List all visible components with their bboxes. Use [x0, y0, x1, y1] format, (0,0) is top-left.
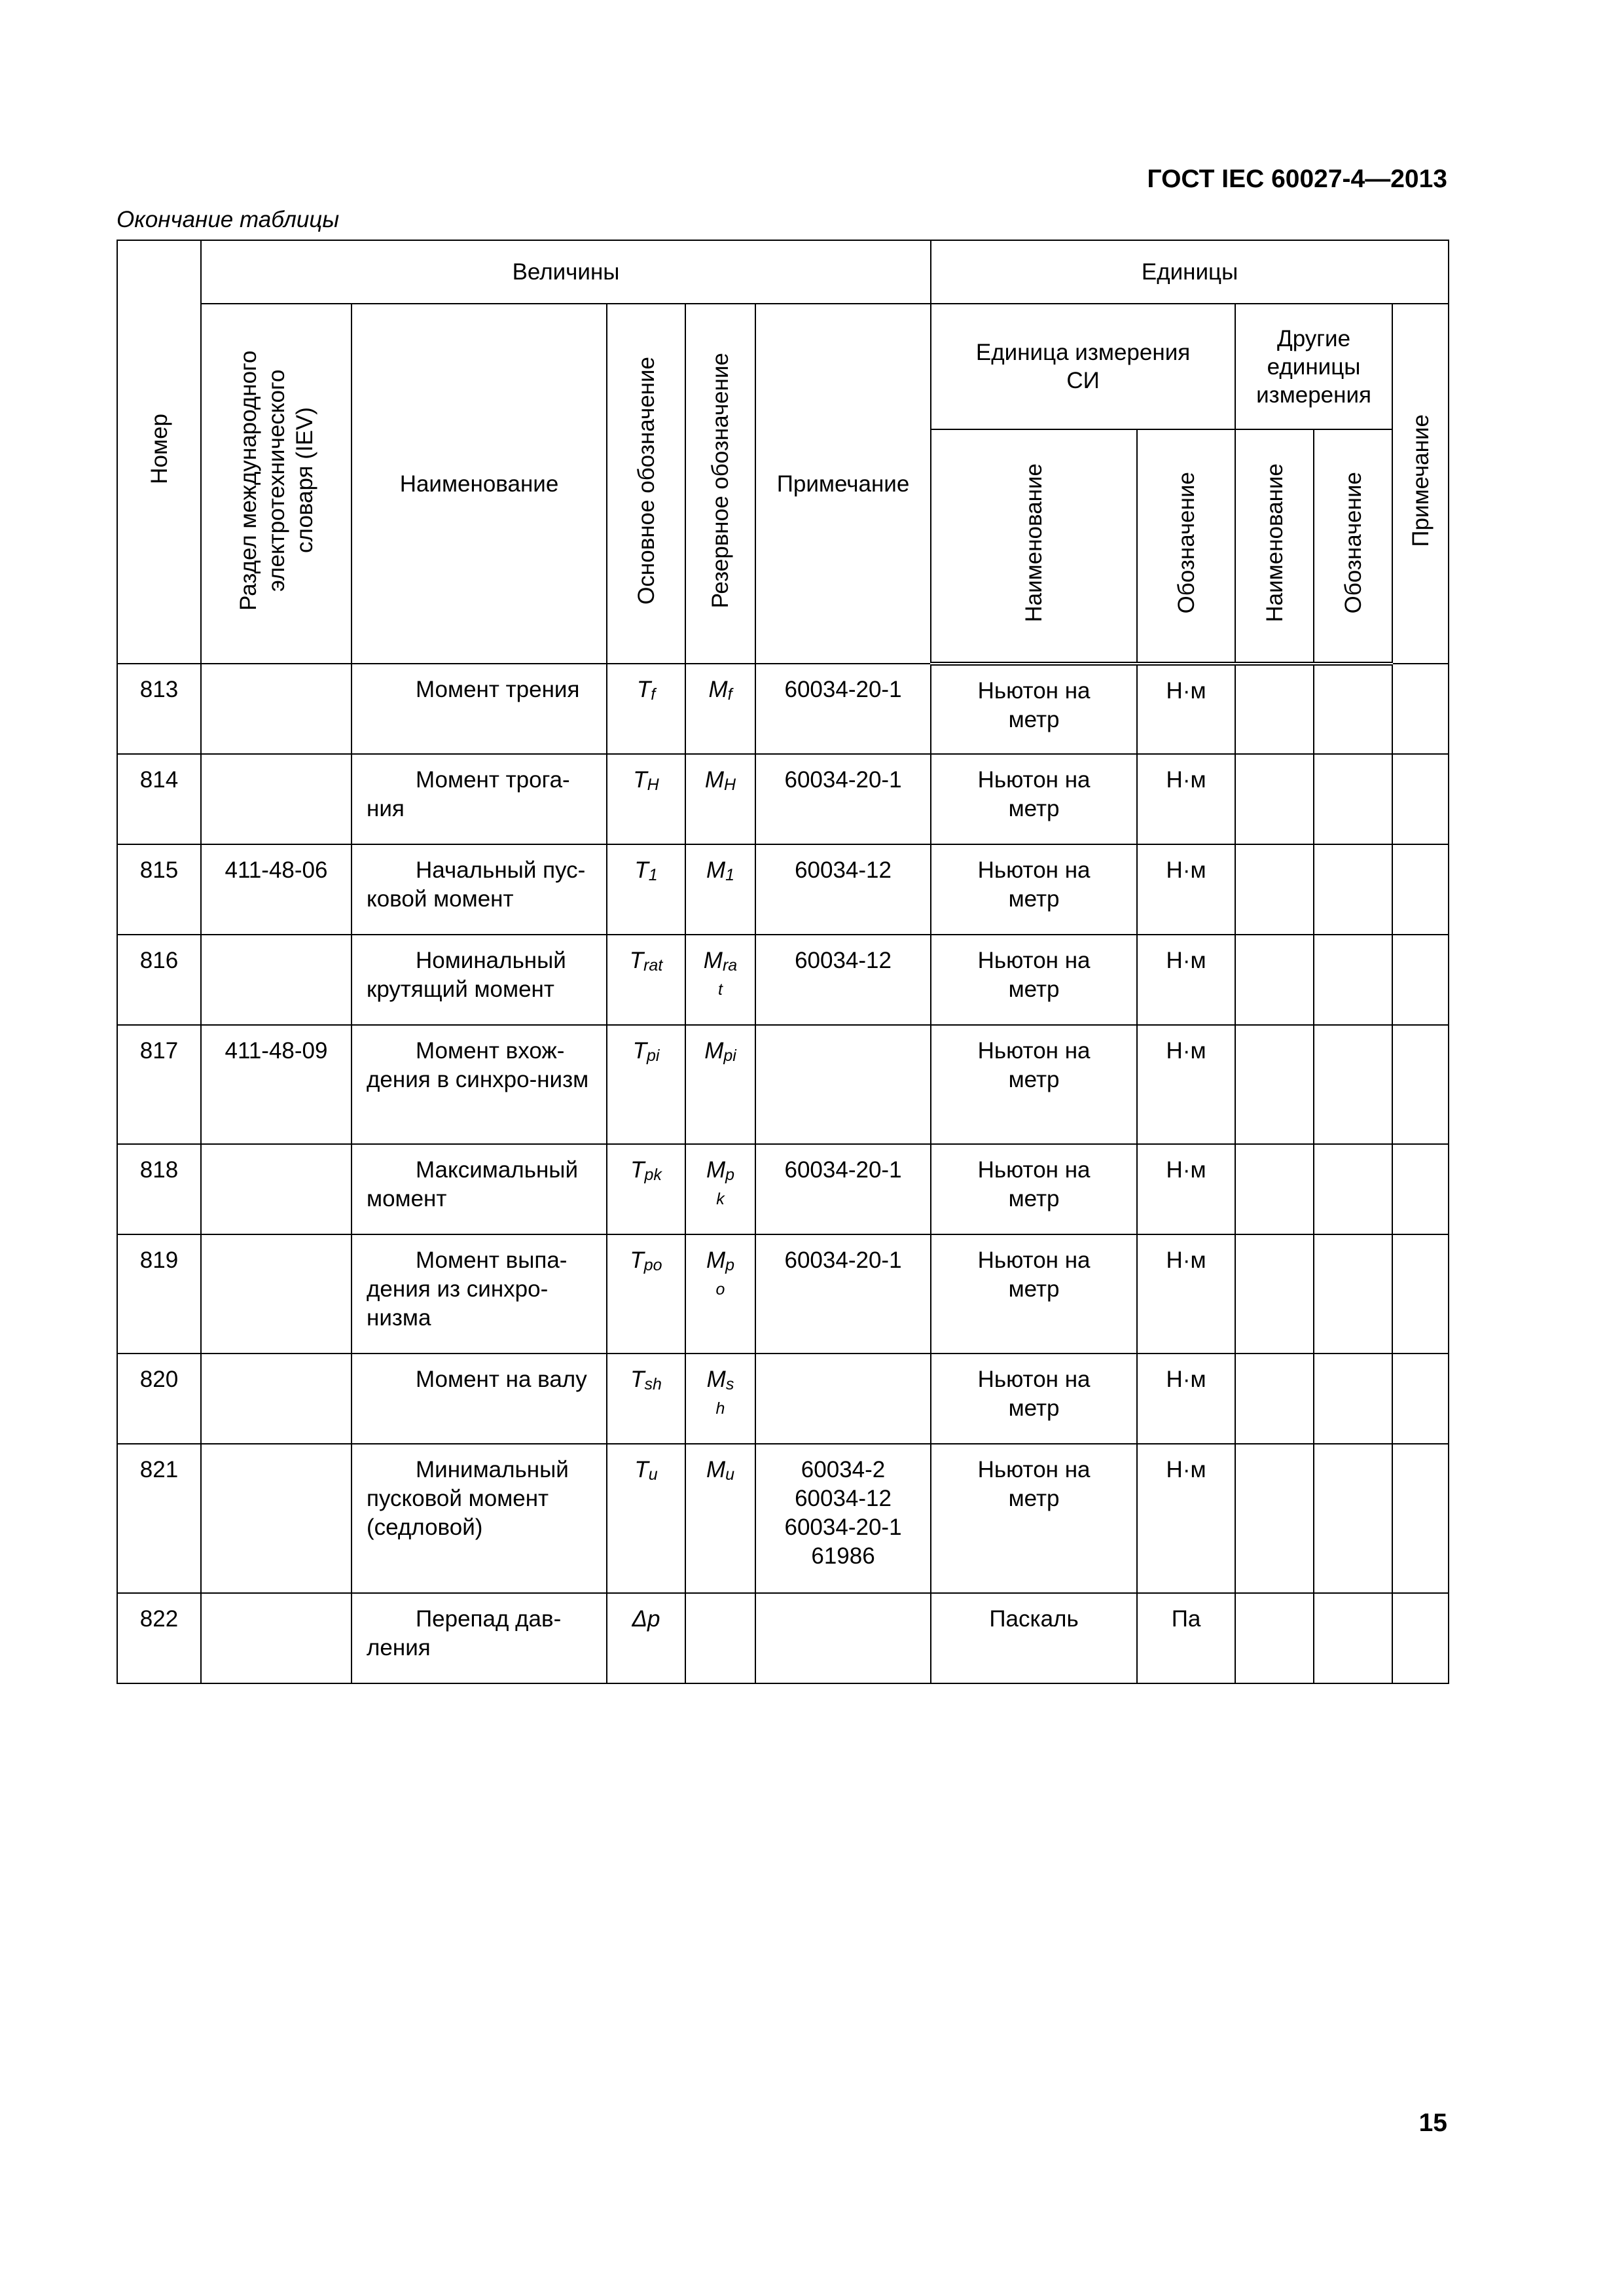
main-symbol-base: T: [636, 677, 651, 702]
row-main-symbol-cell: [607, 844, 685, 935]
reserve-symbol-subscript: f: [727, 685, 732, 704]
row-other-unit-symbol-cell: [1314, 844, 1392, 935]
row-name-cell: Момент трения: [352, 664, 607, 754]
row-other-unit-name-cell: [1235, 935, 1314, 1025]
row-iev-cell: [201, 754, 352, 844]
row-name-cell: Момент вхож-дения в синхро-низм: [352, 1025, 607, 1144]
reserve-symbol-subscript: pi: [723, 1047, 736, 1065]
reserve-symbol-base: M: [706, 1367, 726, 1392]
row-iev-cell: 411-48-06: [201, 844, 352, 935]
header-name: Наименование: [352, 304, 607, 664]
row-other-unit-symbol-cell: [1314, 754, 1392, 844]
row-other-unit-name-cell: [1235, 1234, 1314, 1354]
header-note: Примечание: [755, 304, 931, 664]
header-quantities: Величины: [201, 240, 931, 304]
table-row: [117, 664, 1449, 754]
row-note-cell: [755, 1144, 931, 1234]
row-reserve-symbol-cell: [685, 1144, 755, 1234]
main-symbol-subscript: f: [651, 685, 656, 704]
row-name-cell: Минимальный пусковой момент (седловой): [352, 1444, 607, 1593]
main-symbol-base: T: [633, 767, 647, 793]
main-symbol-subscript: 1: [648, 866, 658, 884]
page-number: 15: [1418, 2109, 1447, 2137]
row-other-unit-name-cell: [1235, 1025, 1314, 1144]
reserve-symbol-subscript-wrap: o: [715, 1280, 725, 1299]
row-name-cell: Максимальный момент: [352, 1144, 607, 1234]
row-iev-cell: [201, 1444, 352, 1593]
header-si-symbol: Обозначение: [1137, 429, 1235, 664]
reserve-symbol-subscript: p: [725, 1256, 735, 1274]
table-row: [117, 1444, 1449, 1593]
row-si-unit-symbol-cell: Н·м: [1137, 1354, 1235, 1444]
row-note-cell: [755, 844, 931, 935]
row-number-cell: 818: [117, 1144, 201, 1234]
row-si-unit-symbol-cell: Н·м: [1137, 844, 1235, 935]
row-other-unit-symbol-cell: [1314, 1234, 1392, 1354]
note-reference: 60034-20-1: [784, 1157, 902, 1183]
row-si-unit-symbol-cell: Н·м: [1137, 1444, 1235, 1593]
header-units-note: Примечание: [1392, 304, 1449, 664]
row-si-unit-name-cell: Паскаль: [931, 1593, 1137, 1683]
row-note-cell: [755, 1354, 931, 1444]
row-other-unit-symbol-cell: [1314, 935, 1392, 1025]
document-header: ГОСТ IEC 60027-4—2013: [1147, 165, 1447, 193]
row-number-cell: 822: [117, 1593, 201, 1683]
reserve-symbol-base: M: [704, 767, 725, 793]
row-units-note-cell: [1392, 664, 1449, 754]
reserve-symbol-subscript-wrap: k: [716, 1190, 725, 1208]
row-si-unit-name-cell: Ньютон на метр: [931, 754, 1137, 844]
note-reference: 60034-20-1: [784, 1515, 902, 1540]
row-note-cell: [755, 1025, 931, 1144]
row-units-note-cell: [1392, 754, 1449, 844]
row-main-symbol-cell: [607, 1234, 685, 1354]
main-symbol-base: T: [630, 1157, 645, 1183]
header-other-symbol: Обозначение: [1314, 429, 1392, 664]
reserve-symbol-subscript: 1: [725, 866, 735, 884]
row-units-note-cell: [1392, 844, 1449, 935]
reserve-symbol-base: M: [708, 677, 728, 702]
row-si-unit-name-cell: Ньютон на метр: [931, 1025, 1137, 1144]
row-other-unit-name-cell: [1235, 1144, 1314, 1234]
reserve-symbol-subscript: p: [725, 1166, 735, 1184]
row-si-unit-symbol-cell: Н·м: [1137, 1234, 1235, 1354]
table-row: [117, 1354, 1449, 1444]
row-note-cell: [755, 754, 931, 844]
reserve-symbol-subscript: s: [725, 1375, 734, 1393]
header-reserve-symbol: Резервное обозначение: [685, 304, 755, 664]
table-row: [117, 1234, 1449, 1354]
main-symbol-subscript: pk: [644, 1166, 662, 1184]
table-row: [117, 1025, 1449, 1144]
row-si-unit-symbol-cell: Н·м: [1137, 754, 1235, 844]
row-iev-cell: [201, 1593, 352, 1683]
row-number-cell: 814: [117, 754, 201, 844]
row-iev-cell: 411-48-09: [201, 1025, 352, 1144]
row-si-unit-name-cell: Ньютон на метр: [931, 1444, 1137, 1593]
note-reference: 60034-20-1: [784, 767, 902, 793]
row-other-unit-symbol-cell: [1314, 1444, 1392, 1593]
note-reference: 60034-20-1: [784, 677, 902, 702]
row-si-unit-name-cell: Ньютон на метр: [931, 1144, 1137, 1234]
reserve-symbol-base: M: [704, 1038, 724, 1064]
row-other-unit-name-cell: [1235, 1593, 1314, 1683]
table-caption: Окончание таблицы: [117, 207, 340, 232]
main-symbol-base: T: [634, 857, 649, 883]
table-row: [117, 844, 1449, 935]
row-si-unit-name-cell: Ньютон на метр: [931, 935, 1137, 1025]
row-number-cell: 821: [117, 1444, 201, 1593]
reserve-symbol-subscript-wrap: h: [715, 1399, 725, 1418]
note-reference: 60034-20-1: [784, 1247, 902, 1273]
row-other-unit-name-cell: [1235, 844, 1314, 935]
row-other-unit-symbol-cell: [1314, 1144, 1392, 1234]
row-main-symbol-cell: [607, 754, 685, 844]
header-si-unit: Единица измерения СИ: [931, 304, 1235, 429]
main-symbol-base: Δp: [632, 1606, 660, 1632]
main-symbol-base: T: [630, 1247, 644, 1273]
row-other-unit-name-cell: [1235, 664, 1314, 754]
reserve-symbol-subscript: H: [724, 776, 736, 794]
table-row: [117, 754, 1449, 844]
row-name-cell: Момент выпа-дения из синхро-низма: [352, 1234, 607, 1354]
header-other-units: Другие единицы измерения: [1235, 304, 1392, 429]
row-units-note-cell: [1392, 1144, 1449, 1234]
row-reserve-symbol-cell: [685, 1234, 755, 1354]
main-symbol-base: T: [634, 1457, 649, 1482]
main-symbol-base: T: [630, 1367, 645, 1392]
row-reserve-symbol-cell: [685, 754, 755, 844]
row-name-cell: Номинальный крутящий момент: [352, 935, 607, 1025]
row-si-unit-name-cell: Ньютон на метр: [931, 664, 1137, 754]
row-other-unit-symbol-cell: [1314, 664, 1392, 754]
row-other-unit-symbol-cell: [1314, 1354, 1392, 1444]
row-number-cell: 820: [117, 1354, 201, 1444]
row-reserve-symbol-cell: [685, 1354, 755, 1444]
row-number-cell: 816: [117, 935, 201, 1025]
row-si-unit-symbol-cell: Н·м: [1137, 664, 1235, 754]
row-si-unit-name-cell: Ньютон на метр: [931, 1354, 1137, 1444]
main-symbol-subscript: pi: [646, 1047, 660, 1065]
reserve-symbol-base: M: [703, 948, 723, 973]
row-note-cell: [755, 1444, 931, 1593]
row-reserve-symbol-cell: [685, 844, 755, 935]
row-other-unit-symbol-cell: [1314, 1593, 1392, 1683]
row-number-cell: 815: [117, 844, 201, 935]
reserve-symbol-subscript-wrap: t: [718, 980, 723, 999]
row-main-symbol-cell: [607, 1593, 685, 1683]
row-reserve-symbol-cell: [685, 1444, 755, 1593]
row-other-unit-name-cell: [1235, 1354, 1314, 1444]
reserve-symbol-subscript: ra: [722, 956, 738, 975]
table-row: [117, 1593, 1449, 1683]
row-reserve-symbol-cell: [685, 1025, 755, 1144]
row-units-note-cell: [1392, 1444, 1449, 1593]
reserve-symbol-base: M: [706, 857, 726, 883]
row-si-unit-symbol-cell: Н·м: [1137, 1144, 1235, 1234]
row-iev-cell: [201, 1234, 352, 1354]
row-reserve-symbol-cell: [685, 935, 755, 1025]
note-reference: 60034-12: [795, 857, 892, 883]
main-symbol-subscript: sh: [644, 1375, 662, 1393]
row-iev-cell: [201, 664, 352, 754]
row-number-cell: 817: [117, 1025, 201, 1144]
row-si-unit-symbol-cell: Н·м: [1137, 1025, 1235, 1144]
note-reference: 61986: [811, 1543, 875, 1569]
row-si-unit-symbol-cell: Н·м: [1137, 935, 1235, 1025]
row-other-unit-name-cell: [1235, 754, 1314, 844]
row-note-cell: [755, 1593, 931, 1683]
row-main-symbol-cell: [607, 935, 685, 1025]
row-units-note-cell: [1392, 1354, 1449, 1444]
row-main-symbol-cell: [607, 1144, 685, 1234]
main-symbol-subscript: rat: [643, 956, 663, 975]
main-symbol-subscript: u: [648, 1465, 658, 1484]
reserve-symbol-base: M: [706, 1457, 726, 1482]
row-other-unit-symbol-cell: [1314, 1025, 1392, 1144]
header-other-name: Наименование: [1235, 429, 1314, 664]
reserve-symbol-base: M: [706, 1247, 726, 1273]
row-note-cell: [755, 935, 931, 1025]
reserve-symbol-subscript: u: [725, 1465, 735, 1484]
main-symbol-base: T: [629, 948, 644, 973]
quantities-table: [117, 240, 1449, 1684]
main-symbol-subscript: H: [647, 776, 659, 794]
row-name-cell: Момент на валу: [352, 1354, 607, 1444]
row-iev-cell: [201, 1144, 352, 1234]
table-row: [117, 1144, 1449, 1234]
note-reference: 60034-12: [795, 948, 892, 973]
header-units: Единицы: [931, 240, 1449, 304]
header-number: Номер: [117, 240, 201, 664]
header-main-symbol: Основное обозначение: [607, 304, 685, 664]
row-iev-cell: [201, 1354, 352, 1444]
reserve-symbol-base: M: [706, 1157, 726, 1183]
note-reference: 60034-2: [801, 1457, 886, 1482]
table-row: [117, 935, 1449, 1025]
row-other-unit-name-cell: [1235, 1444, 1314, 1593]
row-si-unit-name-cell: Ньютон на метр: [931, 844, 1137, 935]
row-iev-cell: [201, 935, 352, 1025]
row-name-cell: Перепад дав-ления: [352, 1593, 607, 1683]
row-units-note-cell: [1392, 1593, 1449, 1683]
note-reference: 60034-12: [795, 1486, 892, 1511]
row-main-symbol-cell: [607, 1025, 685, 1144]
row-name-cell: Начальный пус-ковой момент: [352, 844, 607, 935]
header-iev-section: Раздел международного электротехнического словаря (IEV): [201, 304, 352, 664]
row-number-cell: 819: [117, 1234, 201, 1354]
row-si-unit-symbol-cell: Па: [1137, 1593, 1235, 1683]
row-name-cell: Момент трога-ния: [352, 754, 607, 844]
row-main-symbol-cell: [607, 1444, 685, 1593]
row-note-cell: [755, 1234, 931, 1354]
row-reserve-symbol-cell: [685, 664, 755, 754]
row-reserve-symbol-cell: [685, 1593, 755, 1683]
main-symbol-subscript: po: [643, 1256, 662, 1274]
row-main-symbol-cell: [607, 664, 685, 754]
row-main-symbol-cell: [607, 1354, 685, 1444]
row-si-unit-name-cell: Ньютон на метр: [931, 1234, 1137, 1354]
row-note-cell: [755, 664, 931, 754]
main-symbol-base: T: [632, 1038, 647, 1064]
row-units-note-cell: [1392, 1234, 1449, 1354]
header-si-name: Наименование: [931, 429, 1137, 664]
row-units-note-cell: [1392, 1025, 1449, 1144]
row-units-note-cell: [1392, 935, 1449, 1025]
row-number-cell: 813: [117, 664, 201, 754]
